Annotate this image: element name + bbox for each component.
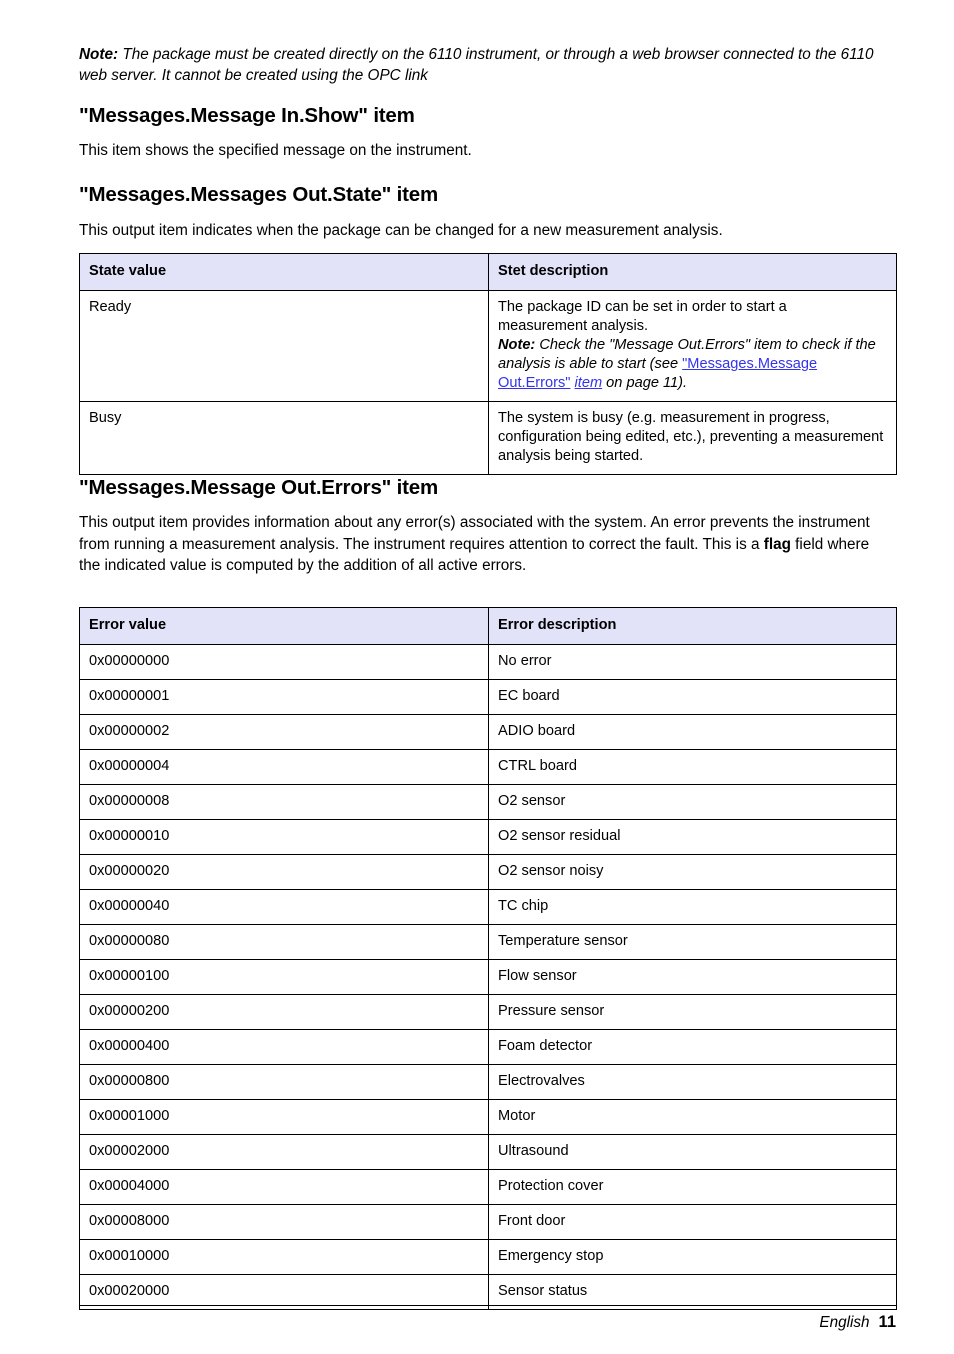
description-line-2: measurement analysis. xyxy=(498,318,649,334)
error-description-cell: Ultrasound xyxy=(489,1135,897,1170)
link-messages-message-out-errors[interactable]: "Messages.Message Out.Errors" xyxy=(498,356,818,391)
table-header-row xyxy=(80,254,897,291)
footer xyxy=(819,1313,896,1332)
error-description-cell: TC chip xyxy=(489,890,897,925)
heading-message-in-show: "Messages.Message In.Show" item xyxy=(79,104,415,127)
table-row xyxy=(80,820,897,855)
error-value-cell: 0x00000100 xyxy=(80,960,489,995)
table-row xyxy=(80,715,897,750)
state-description-cell xyxy=(489,291,897,402)
table-row xyxy=(80,1100,897,1135)
error-value-cell: 0x00004000 xyxy=(80,1170,489,1205)
table-row xyxy=(80,645,897,680)
error-description-cell: No error xyxy=(489,645,897,680)
error-value-cell: 0x00000020 xyxy=(80,855,489,890)
paragraph-part-2: field where the indicated value is computed by the addition of all active errors. xyxy=(79,535,870,574)
link-item[interactable]: item xyxy=(574,375,603,391)
table-row xyxy=(80,925,897,960)
error-value-cell: 0x00020000 xyxy=(80,1275,489,1310)
state-value-cell: Ready xyxy=(80,291,489,402)
heading-message-out-errors: "Messages.Message Out.Errors" item xyxy=(79,476,439,499)
column-header-stet-description: Stet description xyxy=(489,254,897,291)
error-description-cell: O2 sensor noisy xyxy=(489,855,897,890)
footer-language: English xyxy=(819,1314,870,1331)
error-value-cell: 0x00000080 xyxy=(80,925,489,960)
error-value-cell: 0x00000800 xyxy=(80,1065,489,1100)
table-row xyxy=(80,1030,897,1065)
table-row xyxy=(80,785,897,820)
error-description-cell: Sensor status xyxy=(489,1275,897,1310)
error-value-cell: 0x00001000 xyxy=(80,1100,489,1135)
error-description-cell: Motor xyxy=(489,1100,897,1135)
error-description-cell: Pressure sensor xyxy=(489,995,897,1030)
document-page xyxy=(79,0,896,1354)
error-value-cell: 0x00000008 xyxy=(80,785,489,820)
error-value-cell: 0x00000004 xyxy=(80,750,489,785)
note-callout xyxy=(79,44,874,86)
table-row xyxy=(80,402,897,475)
error-value-cell: 0x00000200 xyxy=(80,995,489,1030)
table-row xyxy=(80,1065,897,1100)
table-row xyxy=(80,291,897,402)
error-description-cell: Electrovalves xyxy=(489,1065,897,1100)
column-header-error-description: Error description xyxy=(489,608,897,645)
cell-note-text-1: Check the "Message Out.Errors" item to check if the analysis is able to start (see xyxy=(498,337,876,372)
paragraph-message-out-errors xyxy=(79,512,882,577)
error-description-cell: O2 sensor residual xyxy=(489,820,897,855)
paragraph-message-in-show: This item shows the specified message on the instrument. xyxy=(79,142,472,159)
error-description-cell: Emergency stop xyxy=(489,1240,897,1275)
cell-note-label: Note: xyxy=(498,337,536,353)
heading-messages-out-state: "Messages.Messages Out.State" item xyxy=(79,183,439,206)
error-value-cell: 0x00000000 xyxy=(80,645,489,680)
table-row xyxy=(80,1205,897,1240)
note-body: The package must be created directly on the 6110 instrument, or through a web browser connected to the 6110 web server. It cannot be created using the OPC link xyxy=(79,46,874,84)
error-description-cell: Front door xyxy=(489,1205,897,1240)
cell-note-text-2: on page 11). xyxy=(602,375,688,391)
paragraph-emphasis-flag: flag xyxy=(763,535,791,553)
error-value-table xyxy=(79,607,897,1310)
error-description-cell: Flow sensor xyxy=(489,960,897,995)
error-value-cell: 0x00000001 xyxy=(80,680,489,715)
error-value-cell: 0x00010000 xyxy=(80,1240,489,1275)
table-row xyxy=(80,995,897,1030)
table-row xyxy=(80,750,897,785)
error-description-cell: Protection cover xyxy=(489,1170,897,1205)
error-table-body xyxy=(80,645,897,1310)
description-line-1: The package ID can be set in order to start a xyxy=(498,299,787,315)
error-value-cell: 0x00000002 xyxy=(80,715,489,750)
table-row xyxy=(80,1170,897,1205)
paragraph-part-1: This output item provides information about any error(s) associated with the system. An error prevents the instrument from running a measurement analysis. The instrument requires attention to correct the fault. This is a xyxy=(79,514,870,553)
paragraph-messages-out-state: This output item indicates when the package can be changed for a new measurement analysis. xyxy=(79,222,723,239)
state-description-cell: The system is busy (e.g. measurement in progress, configuration being edited, etc.), preventing a measurement analysis being started. xyxy=(489,402,897,475)
state-value-cell: Busy xyxy=(80,402,489,475)
error-description-cell: Temperature sensor xyxy=(489,925,897,960)
table-row xyxy=(80,1135,897,1170)
table-row xyxy=(80,680,897,715)
column-header-error-value: Error value xyxy=(80,608,489,645)
error-description-cell: CTRL board xyxy=(489,750,897,785)
error-value-cell: 0x00000400 xyxy=(80,1030,489,1065)
error-value-cell: 0x00000040 xyxy=(80,890,489,925)
note-label: Note: xyxy=(79,46,119,63)
error-description-cell: Foam detector xyxy=(489,1030,897,1065)
table-row xyxy=(80,1240,897,1275)
footer-divider xyxy=(79,1305,896,1306)
footer-page-number: 11 xyxy=(878,1313,896,1331)
error-description-cell: ADIO board xyxy=(489,715,897,750)
state-value-table xyxy=(79,253,897,475)
table-header-row xyxy=(80,608,897,645)
table-row xyxy=(80,890,897,925)
error-value-cell: 0x00008000 xyxy=(80,1205,489,1240)
error-value-cell: 0x00000010 xyxy=(80,820,489,855)
column-header-state-value: State value xyxy=(80,254,489,291)
table-row xyxy=(80,960,897,995)
table-row xyxy=(80,855,897,890)
error-value-cell: 0x00002000 xyxy=(80,1135,489,1170)
error-description-cell: EC board xyxy=(489,680,897,715)
error-description-cell: O2 sensor xyxy=(489,785,897,820)
